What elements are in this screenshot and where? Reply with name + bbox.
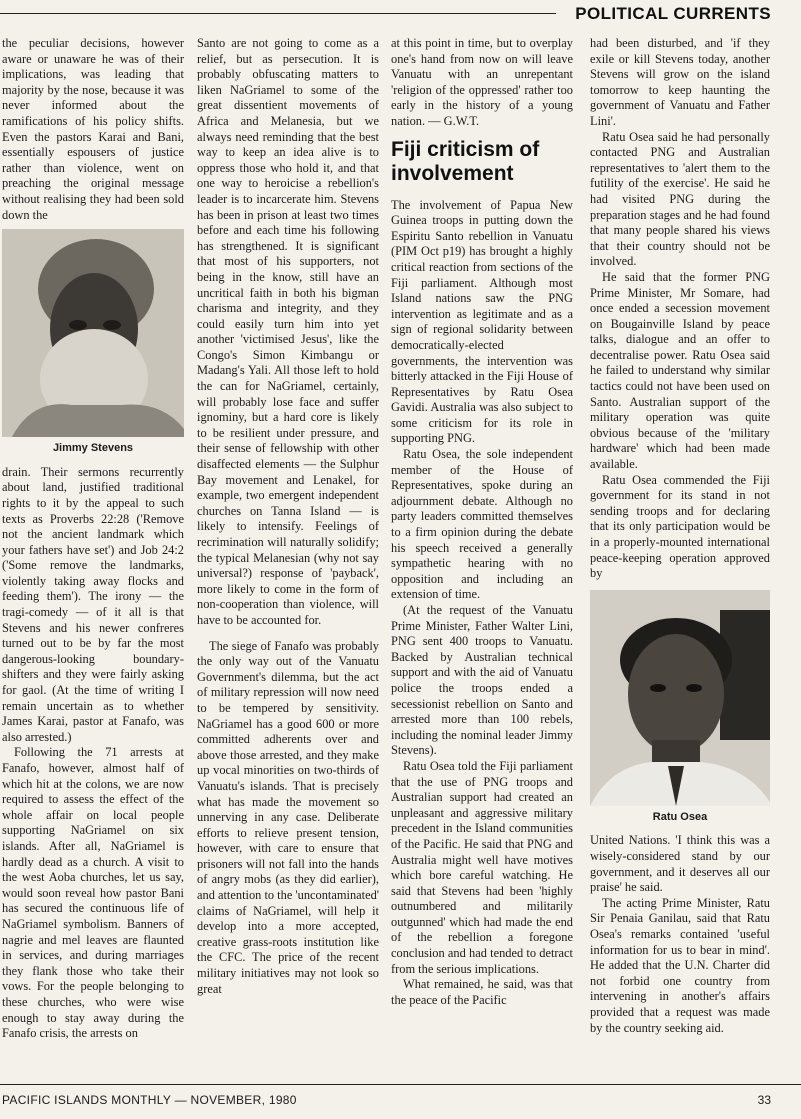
paragraph: Santo are not going to come as a relief, but as persecution. It is probably obfuscating matters to liken NaGriamel to some of the great dissentient movements of Africa and Melanesia, but we always need reminding that the best way to keep an idea alive is to oppress those who hold it, and that one way to heroicise a rebellion's leader is to incarcerate him. Stevens has been in prison at least two times before and each time his following has strengthened. It is significant that most of his supporters, not being in the know, still have an uncritical faith in both his bigman charisma and integrity, and they could easily turn him into yet another 'victimised Jesus', like the Congo's Simon Kimbangu or Madang's Yali. All those left to hold the can for NaGriamel, certainly, will probably lose face and suffer ignominy, but a hard core is likely to be resilient under pressure, and their sense of fellowship with other disaffected elements — the Sulphur Bay movement and Lenakel, for example, two emergent independent churches on Tanna Island — is likely to intensify. Feelings of recrimination will naturally solidify; the typical Melanesian (why not say universal?) response of 'payback', more likely to come in the form of non-cooperation than violence, will have to be accounted for. xyxy=(197,36,379,627)
photo-jimmy-stevens xyxy=(2,229,184,437)
paragraph: drain. Their sermons recurrently about land, justified traditional rights to it by the appeal to such texts as Proverbs 22:28 ('Remove not the ancient landmark which your fathers have set') and Job 24:2 ('Some remove the landmarks, violently taking away flocks and feeding them'). The irony — the tragi-comedy — of it all is that Stevens and his newer confreres turned out to be by far the most dangerous-looking boundary-shifters and they were fairly asking for gaol. (At the time of writing I remain uncertain as to whether James Karai, pastor at Fanafo, was also arrested.) xyxy=(2,464,184,744)
portrait-stevens-image xyxy=(2,229,184,437)
article-headline: Fiji criticism of involvement xyxy=(391,137,540,185)
paragraph: The acting Prime Minister, Ratu Sir Penaia Ganilau, said that Ratu Osea's remarks contained 'useful information for us to bear in mind'. He added that the U.N. Charter did not forbid one country from intervening in another's affairs provided that a request was made by the country seeking aid. xyxy=(590,895,770,1035)
column-4 xyxy=(590,36,770,1036)
paragraph: Following the 71 arrests at Fanafo, however, almost half of which hit at the colons, we are now required to assess the effect of the whole affair on local people supporting NaGriamel on six islands. After all, NaGriamel is hardly dead as a church. A visit to the west Aoba churches, let us say, would soon reveal how pastor Bani has secured the continuous life of NaGriamel symbolism. Banners of nagrie and mel leaves are flaunted in services, and during marriages they flank those who take their vows. For the people belonging to these churches, who were wise enough to stay away during the Fanafo crisis, the arrests on xyxy=(2,745,184,1041)
photo-caption-stevens: Jimmy Stevens xyxy=(52,442,134,455)
column-3 xyxy=(391,36,573,1008)
page-number: 33 xyxy=(757,1093,771,1107)
paragraph: He said that the former PNG Prime Minister, Mr Somare, had once ended a secession movement on Bougainville Island by peace talks, dialogue and an offer to decentralise power. Ratu Osea said he failed to understand why similar tactics could not have been used on Santo. Australian support of the military operation was quite obvious because of the 'military hardware' which had been made available. xyxy=(590,269,770,472)
paragraph: Ratu Osea told the Fiji parliament that the use of PNG troops and Australian support had created an unpleasant and aggressive military precedent in the Island communities of the Pacific. He said that PNG and Australia might well have motives which bore careful watching. He said that Stevens had been 'highly outnumbered and militarily outgunned' which had made the end of the rebellion a foregone conclusion and had tended to detract from the serious implications. xyxy=(391,758,573,976)
paragraph: What remained, he said, was that the peace of the Pacific xyxy=(391,977,573,1007)
paragraph: the peculiar decisions, however aware or unaware he was of their implications, was leading that majority by the nose, because it was never informed about the ramifications of his policy shifts. Even the pastors Karai and Bani, essentially espousers of justice rather than violence, went on preaching the original message without realising they had been sold down the xyxy=(2,36,184,222)
paragraph: (At the request of the Vanuatu Prime Minister, Father Walter Lini, PNG sent 400 troops to Vanuatu. Backed by Australian technical support and with the aid of Vanuatu police the troops ended a secessionist rebellion on Santo and arrested more than 100 rebels, including the nominal leader Jimmy Stevens). xyxy=(391,603,573,758)
footer-rule xyxy=(0,1084,801,1085)
photo-caption-osea: Ratu Osea xyxy=(652,810,708,823)
section-title: POLITICAL CURRENTS xyxy=(575,4,771,23)
column-1 xyxy=(2,36,184,1042)
paragraph: had been disturbed, and 'if they exile or kill Stevens today, another Stevens will grow on the island tomorrow to keep haunting the government of Vanuatu and Father Lini'. xyxy=(590,36,770,128)
paragraph: Ratu Osea, the sole independent member of the House of Representatives, spoke during an adjournment debate. Although no party leaders committed themselves to a firm opinion during the debate his speech received a generally sympathetic hearing with no opposition and including an extension of time. xyxy=(391,447,573,602)
paragraph: Ratu Osea commended the Fiji government for its stand in not sending troops and for declaring that its only participation would be in a properly-mounted international peace-keeping operation approved by xyxy=(590,472,770,581)
column-2 xyxy=(197,36,379,997)
photo-ratu-osea xyxy=(590,590,770,806)
paragraph: The involvement of Papua New Guinea troops in putting down the Espiritu Santo rebellion in Vanuatu (PIM Oct p19) has brought a highly critical reaction from sections of the Fiji parliament. Although most Island nations saw the PNG intervention as legitimate and as a sign of regional solidarity between democratically-elected governments, the intervention was bitterly attacked in the Fiji House of Representatives by Ratu Osea Gavidi. Australia was also subject to some criticism for its role in supporting PNG. xyxy=(391,197,573,446)
paragraph: Ratu Osea said he had personally contacted PNG and Australian representatives to 'alert them to the futility of the exercise'. He said he had visited PNG during the preparation stages and he had found that many people shared his views that their country should not be involved. xyxy=(590,129,770,269)
portrait-osea-image xyxy=(590,590,770,806)
publication-footer: PACIFIC ISLANDS MONTHLY — NOVEMBER, 1980 xyxy=(2,1093,297,1107)
paragraph: The siege of Fanafo was probably the only way out of the Vanuatu Government's dilemma, but the act of military repression will now need to be tempered by sensitivity. NaGriamel has a good 600 or more committed adherents over and above those arrested, and they make up vocal minorities on two-thirds of Vanuatu's islands. That is precisely what has made the movement so unnerving in any case. Deliberate efforts to relieve present tension, however, with care to ensure that prisoners will not fall into the hands of angry mobs (as they did earlier), and attention to the 'uncontaminated' claims of NaGriamel, will help it develop into a more accepted, creative grass-roots institution like the CFC. The price of the recent military initiatives may not look so great xyxy=(197,638,380,996)
paragraph: at this point in time, but to overplay one's hand from now on will leave Vanuatu with an unrepentant 'religion of the oppressed' rather too early in the history of a young nation. — G.W.T. xyxy=(391,36,573,128)
header-rule xyxy=(0,13,556,14)
paragraph: United Nations. 'I think this was a wisely-considered stand by our government, and it deserves all our praise' he said. xyxy=(590,833,770,895)
